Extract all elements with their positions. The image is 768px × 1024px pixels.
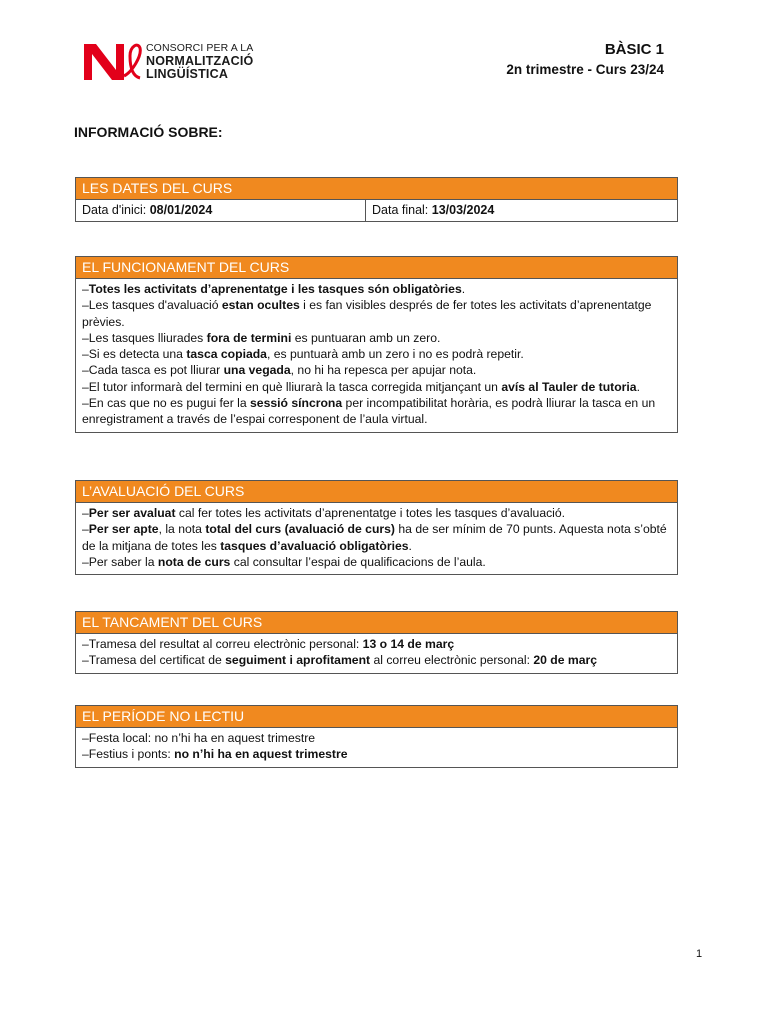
text-run: , la nota [158,522,206,537]
text-run: –Tramesa del certificat de [82,653,226,668]
bold-text: avís al Tauler de tutoria [501,379,637,394]
text-run: cal fer totes les activitats d’aprenentatge i totes les tasques d’avaluació. [175,506,566,520]
bold-text: total del curs (avaluació de curs) [205,522,395,537]
dates-heading: LES DATES DEL CURS [76,178,677,200]
logo-line-3: LINGÜÍSTICA [146,67,229,81]
list-item [82,281,671,297]
list-item [82,379,671,395]
course-term: 2n trimestre - Curs 23/24 [506,62,664,77]
bold-text: estan ocultes [221,298,300,313]
text-run: . [461,282,466,296]
bold-text: una vegada [223,363,291,378]
text-run: –Les tasques d'avaluació [82,298,222,313]
text-run: –Cada tasca es pot lliurar [82,363,224,378]
list-item [82,330,671,346]
functioning-list [76,279,677,432]
start-date-label: Data d'inici: [82,203,147,217]
bold-text: no n’hi ha en aquest trimestre [174,747,348,762]
list-item [82,554,671,570]
list-item [82,652,671,668]
text-run: es puntuaran amb un zero. [291,330,441,345]
start-date-value: 08/01/2024 [149,203,213,217]
bold-text: sessió síncrona [250,396,343,411]
bold-text: seguiment i aprofitament [225,653,371,668]
cpnl-logo [84,42,254,84]
non-teaching-list [76,728,677,767]
text-run: , es puntuarà amb un zero i no es podrà repetir. [266,347,524,362]
bold-text: 20 de març [533,653,598,668]
bold-text: Per ser avaluat [88,506,176,520]
functioning-section [75,256,678,433]
text-run: ha de ser mínim de 70 punts. Aquesta nota s’obté de la mitjana de totes les [82,522,667,553]
list-item [82,730,671,746]
list-item [82,297,671,330]
text-run: – [82,522,89,537]
text-run: – [82,282,89,296]
bold-text: fora de termini [206,330,292,345]
text-run: . [408,538,412,553]
evaluation-section [75,480,678,575]
logo-line-1: CONSORCI PER A LA [146,42,254,54]
text-run: per incompatibilitat horària, es podrà lliurar la tasca en un enregistrament a través de l’espai corresponent de l’aula virtual. [82,396,656,427]
list-item [82,636,671,652]
page-number: 1 [696,948,703,960]
evaluation-list [76,503,677,574]
dates-row [76,200,677,221]
text-run: i es fan visibles després de fer totes les activitats d’aprenentatge prèvies. [82,298,652,329]
text-run: – [82,506,89,520]
functioning-heading: EL FUNCIONAMENT DEL CURS [76,257,677,279]
bold-text: Totes les activitats d’aprenentatge i les tasques són obligatòries [88,282,462,296]
bold-text: tasca copiada [186,347,267,362]
bold-text: Per ser apte [88,522,159,537]
text-run: –Festius i ponts: [82,747,175,762]
text-run: cal consultar l’espai de qualificacions de l’aula. [230,554,486,569]
text-run: –En cas que no es pugui fer la [82,396,251,411]
cpnl-logo-mark-icon [84,42,144,82]
end-date-label: Data final: [372,203,429,217]
evaluation-heading: L’AVALUACIÓ DEL CURS [76,481,677,503]
dates-section [75,177,678,222]
closing-heading: EL TANCAMENT DEL CURS [76,612,677,634]
text-run: al correu electrònic personal: [370,653,534,668]
text-run: –El tutor informarà del termini en què lliurarà la tasca corregida mitjançant un [82,379,502,394]
text-run: . [636,379,640,394]
closing-section [75,611,678,674]
text-run: –Festa local: no n’hi ha en aquest trimestre [82,731,316,745]
text-run: –Per saber la [82,554,158,569]
info-title: INFORMACIÓ SOBRE: [74,124,223,140]
non-teaching-section [75,705,678,768]
bold-text: 13 o 14 de març [362,637,455,651]
course-level: BÀSIC 1 [604,41,664,58]
list-item [82,346,671,362]
logo-wordmark [146,42,253,81]
start-date-cell [76,200,366,221]
non-teaching-heading: EL PERÍODE NO LECTIU [76,706,677,728]
text-run: –Les tasques lliurades [82,330,207,345]
bold-text: tasques d’avaluació obligatòries [220,538,409,553]
list-item [82,395,671,428]
document-header [506,40,664,80]
text-run: –Tramesa del resultat al correu electrònic personal: [82,637,363,651]
list-item [82,746,671,762]
closing-list [76,634,677,673]
logo-line-2: NORMALITZACIÓ [146,54,254,68]
list-item [82,362,671,378]
text-run: , no hi ha repesca per apujar nota. [290,363,477,378]
list-item [82,505,671,521]
end-date-value: 13/03/2024 [431,203,495,217]
bold-text: nota de curs [157,554,231,569]
end-date-cell [366,200,677,221]
text-run: –Si es detecta una [82,347,187,362]
list-item [82,521,671,554]
